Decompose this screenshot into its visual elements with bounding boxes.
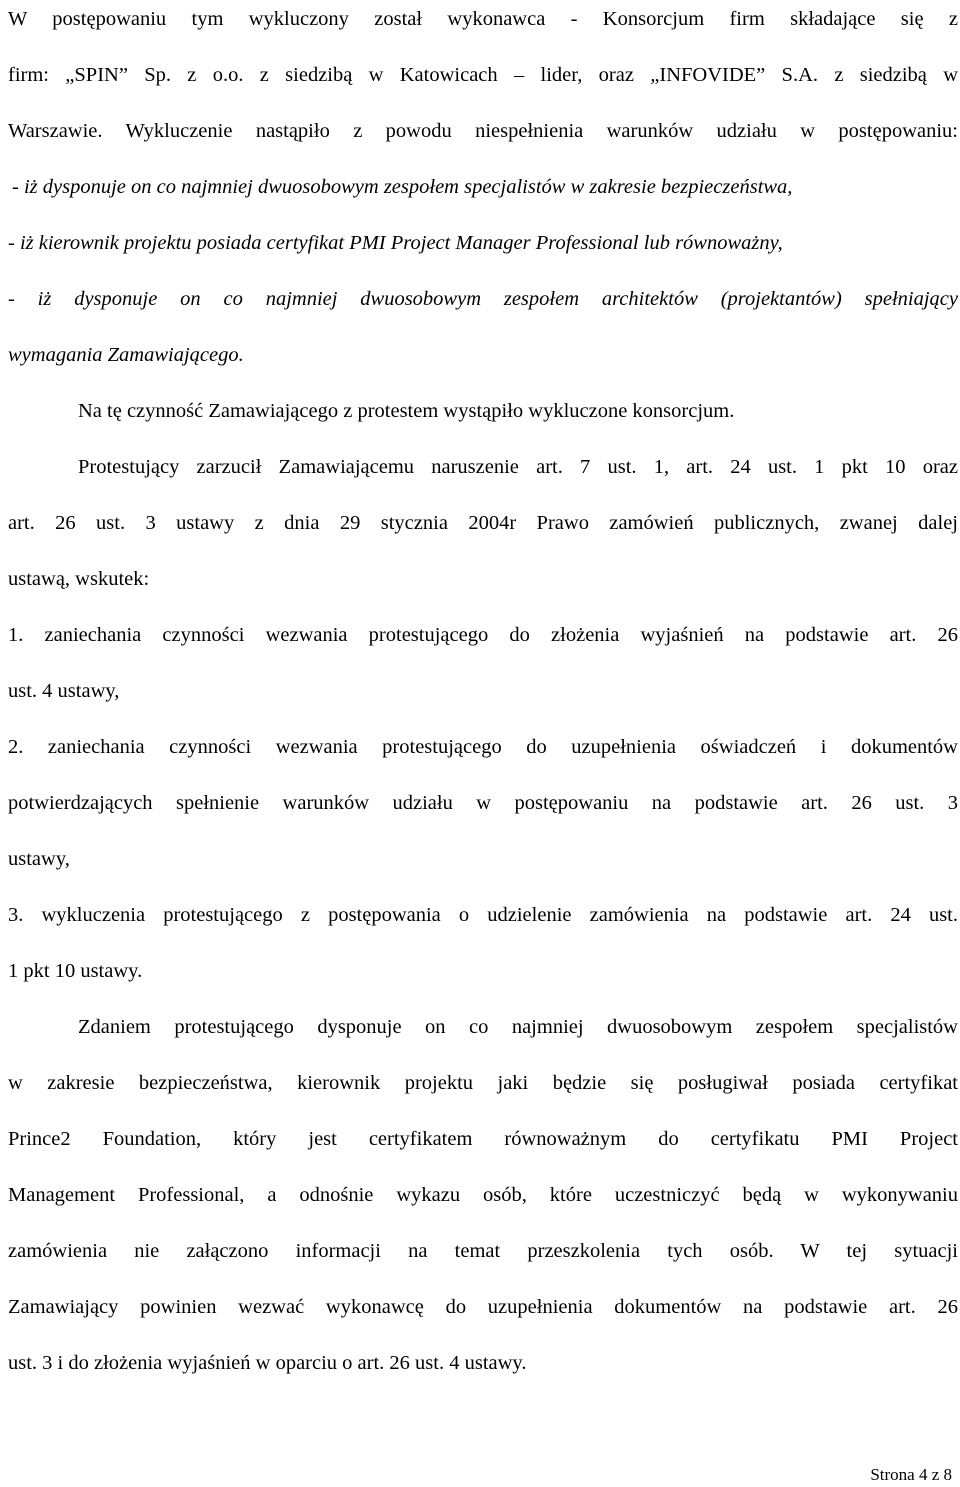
list-item-line: 3. wykluczenia protestującego z postępowania o udzielenie zamówienia na podstawie art. 24 ust. [8, 904, 958, 926]
text-line: art. 26 ust. 3 ustawy z dnia 29 stycznia 2004r Prawo zamówień publicznych, zwanej dalej [8, 512, 958, 534]
list-item-line: 1. zaniechania czynności wezwania protestującego do złożenia wyjaśnień na podstawie art. 26 [8, 624, 958, 646]
page-number: Strona 4 z 8 [870, 1465, 952, 1484]
list-item-line: 2. zaniechania czynności wezwania protestującego do uzupełnienia oświadczeń i dokumentów [8, 736, 958, 758]
text-line: Na tę czynność Zamawiającego z protestem wystąpiło wykluczone konsorcjum. [78, 400, 735, 422]
text-line: Protestujący zarzucił Zamawiającemu naruszenie art. 7 ust. 1, art. 24 ust. 1 pkt 10 oraz [78, 456, 958, 478]
text-line: - iż dysponuje on co najmniej dwuosobowym zespołem specjalistów w zakresie bezpieczeństwa, [12, 176, 793, 198]
text-line: wymagania Zamawiającego. [8, 344, 244, 366]
list-item-line: 1 pkt 10 ustawy. [8, 960, 143, 982]
text-line: zamówienia nie załączono informacji na temat przeszkolenia tych osób. W tej sytuacji [8, 1240, 958, 1262]
text-line: Zamawiający powinien wezwać wykonawcę do uzupełnienia dokumentów na podstawie art. 26 [8, 1296, 958, 1318]
text-line: - iż kierownik projektu posiada certyfikat PMI Project Manager Professional lub równoważny, [8, 232, 783, 254]
text-line: Management Professional, a odnośnie wykazu osób, które uczestniczyć będą w wykonywaniu [8, 1184, 958, 1206]
text-line: ust. 3 i do złożenia wyjaśnień w oparciu o art. 26 ust. 4 ustawy. [8, 1352, 527, 1374]
text-line: w zakresie bezpieczeństwa, kierownik projektu jaki będzie się posługiwał posiada certyfikat [8, 1072, 958, 1094]
list-item-line: ust. 4 ustawy, [8, 680, 120, 702]
text-line: W postępowaniu tym wykluczony został wykonawca - Konsorcjum firm składające się z [8, 8, 958, 30]
text-line: Zdaniem protestującego dysponuje on co najmniej dwuosobowym zespołem specjalistów [78, 1016, 958, 1038]
list-item-line: potwierdzających spełnienie warunków udziału w postępowaniu na podstawie art. 26 ust. 3 [8, 792, 958, 814]
text-line: Prince2 Foundation, który jest certyfikatem równoważnym do certyfikatu PMI Project [8, 1128, 958, 1150]
list-item-line: ustawy, [8, 848, 70, 870]
text-line: ustawą, wskutek: [8, 568, 150, 590]
text-line: - iż dysponuje on co najmniej dwuosobowym zespołem architektów (projektantów) spełniający [8, 288, 958, 310]
text-line: firm: „SPIN” Sp. z o.o. z siedzibą w Katowicach – lider, oraz „INFOVIDE” S.A. z siedzibą w [8, 64, 958, 86]
text-line: Warszawie. Wykluczenie nastąpiło z powodu niespełnienia warunków udziału w postępowaniu: [8, 120, 958, 142]
